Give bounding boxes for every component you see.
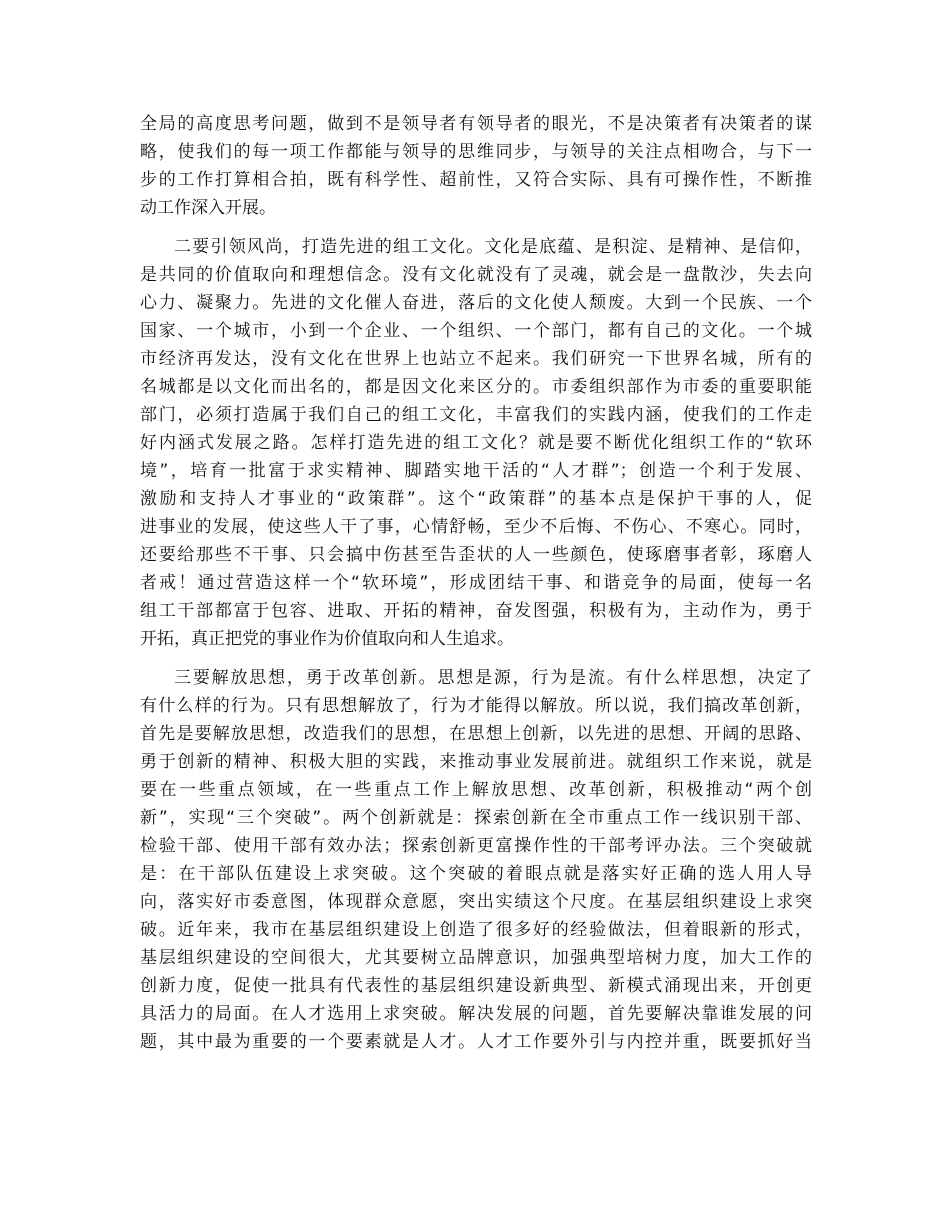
text-line: 检验干部、使用干部有效办法；探索创新更富操作性的干部考评办法。三个突破就 <box>140 836 812 856</box>
text-line: 步的工作打算相合拍，既有科学性、超前性，又符合实际、具有可操作性，不断推 <box>140 170 812 190</box>
text-line: 题，其中最为重要的一个要素就是人才。人才工作要外引与内控并重，既要抓好当 <box>140 1032 812 1052</box>
text-line: 有什么样的行为。只有思想解放了，行为才能得以解放。所以说，我们搞改革创新， <box>140 696 812 716</box>
text-line: 创新力度，促使一批具有代表性的基层组织建设新典型、新模式涌现出来，开创更 <box>140 976 812 996</box>
text-line: 还要给那些不干事、只会搞中伤甚至告歪状的人一些颜色，使琢磨事者彰，琢磨人 <box>140 545 812 565</box>
text-line: 具活力的局面。在人才选用上求突破。解决发展的问题，首先要解决靠谁发展的问 <box>140 1004 812 1024</box>
text-line: 全局的高度思考问题，做到不是领导者有领导者的眼光，不是决策者有决策者的谋 <box>140 114 812 134</box>
text-line: 组工干部都富于包容、进取、开拓的精神，奋发图强，积极有为，主动作为，勇于 <box>140 601 812 621</box>
text-line: 是共同的价值取向和理想信念。没有文化就没有了灵魂，就会是一盘散沙，失去向 <box>140 265 812 285</box>
paragraph-3 <box>140 664 812 1056</box>
text-line: 略，使我们的每一项工作都能与领导的思维同步，与领导的关注点相吻合，与下一 <box>140 142 812 162</box>
text-line: 破。近年来，我市在基层组织建设上创造了很多好的经验做法，但着眼新的形式， <box>140 920 812 940</box>
text-line: 激励和支持人才事业的“政策群”。这个“政策群”的基本点是保护干事的人，促 <box>140 489 812 509</box>
text-line: 新”，实现“三个突破”。两个创新就是：探索创新在全市重点工作一线识别干部、 <box>140 808 812 828</box>
paragraph-1 <box>140 110 812 222</box>
text-line: 进事业的发展，使这些人干了事，心情舒畅，至少不后悔、不伤心、不寒心。同时， <box>140 517 812 537</box>
text-line: 好内涵式发展之路。怎样打造先进的组工文化？就是要不断优化组织工作的“软环 <box>140 433 812 453</box>
text-line: 基层组织建设的空间很大，尤其要树立品牌意识，加强典型培树力度，加大工作的 <box>140 948 812 968</box>
text-line: 向，落实好市委意图，体现群众意愿，突出实绩这个尺度。在基层组织建设上求突 <box>140 892 812 912</box>
document-body <box>140 110 812 1067</box>
text-line: 市经济再发达，没有文化在世界上也站立不起来。我们研究一下世界名城，所有的 <box>140 349 812 369</box>
text-line: 是：在干部队伍建设上求突破。这个突破的着眼点就是落实好正确的选人用人导 <box>140 864 812 884</box>
text-line: 心力、凝聚力。先进的文化催人奋进，落后的文化使人颓废。大到一个民族、一个 <box>140 293 812 313</box>
text-line: 境”，培育一批富于求实精神、脚踏实地干活的“人才群”；创造一个利于发展、 <box>140 461 812 481</box>
text-line: 三要解放思想，勇于改革创新。思想是源，行为是流。有什么样思想，决定了 <box>174 668 812 688</box>
paragraph-2 <box>140 233 812 653</box>
text-line: 二要引领风尚，打造先进的组工文化。文化是底蕴、是积淀、是精神、是信仰， <box>174 237 812 257</box>
text-line: 部门，必须打造属于我们自己的组工文化，丰富我们的实践内涵，使我们的工作走 <box>140 405 812 425</box>
text-line: 开拓，真正把党的事业作为价值取向和人生追求。 <box>140 629 514 649</box>
text-line: 者戒！通过营造这样一个“软环境”，形成团结干事、和谐竞争的局面，使每一名 <box>140 573 812 593</box>
text-line: 国家、一个城市，小到一个企业、一个组织、一个部门，都有自己的文化。一个城 <box>140 321 812 341</box>
text-line: 名城都是以文化而出名的，都是因文化来区分的。市委组织部作为市委的重要职能 <box>140 377 812 397</box>
text-line: 首先是要解放思想，改造我们的思想，在思想上创新，以先进的思想、开阔的思路、 <box>140 724 812 744</box>
text-line: 勇于创新的精神、积极大胆的实践，来推动事业发展前进。就组织工作来说，就是 <box>140 752 812 772</box>
text-line: 动工作深入开展。 <box>140 198 276 218</box>
text-line: 要在一些重点领域，在一些重点工作上解放思想、改革创新，积极推动“两个创 <box>140 780 812 800</box>
